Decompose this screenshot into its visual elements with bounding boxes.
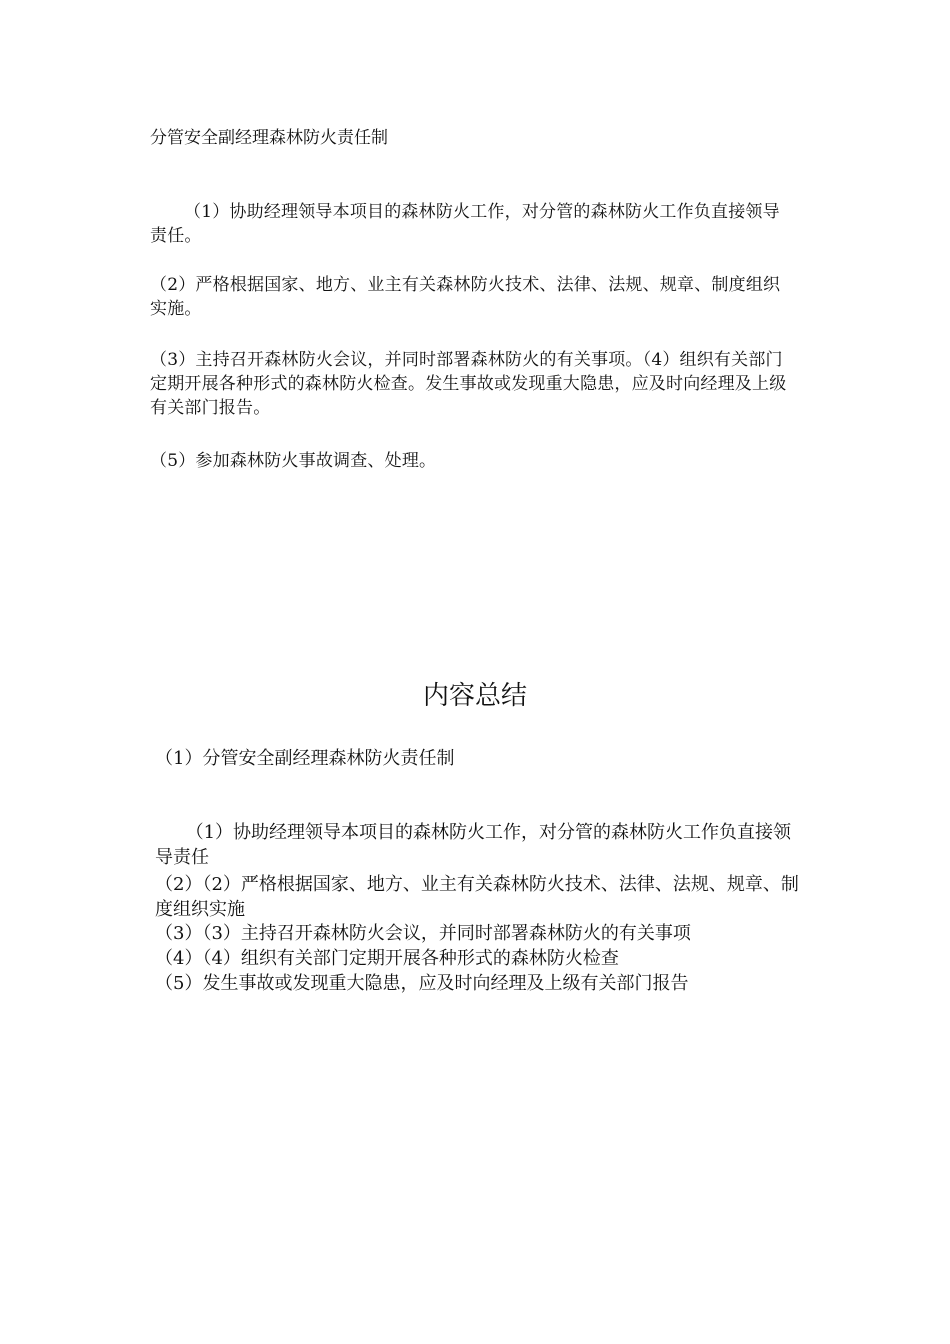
summary-item-1: （1）分管安全副经理森林防火责任制 bbox=[155, 748, 455, 769]
summary-heading: 内容总结 bbox=[422, 681, 527, 711]
summary-item-4: （3）（3）主持召开森林防火会议，并同时部署森林防火的有关事项 bbox=[155, 923, 691, 944]
paragraph-2: （2）严格根据国家、地方、业主有关森林防火技术、法律、法规、规章、制度组织实施。 bbox=[150, 275, 781, 319]
summary-item-3: （2）（2）严格根据国家、地方、业主有关森林防火技术、法律、法规、规章、制度组织实施 bbox=[155, 874, 799, 920]
paragraph-4: （5）参加森林防火事故调查、处理。 bbox=[150, 451, 437, 471]
paragraph-3: （3）主持召开森林防火会议，并同时部署森林防火的有关事项。（4）组织有关部门定期开展各种形式的森林防火检查。发生事故或发现重大隐患，应及时向经理及上级有关部门报告。 bbox=[150, 350, 787, 418]
summary-item-5: （4）（4）组织有关部门定期开展各种形式的森林防火检查 bbox=[155, 948, 619, 969]
summary-item-2: （1）协助经理领导本项目的森林防火工作，对分管的森林防火工作负直接领导责任 bbox=[155, 822, 792, 868]
document-title: 分管安全副经理森林防火责任制 bbox=[150, 128, 388, 148]
summary-item-6: （5）发生事故或发现重大隐患，应及时向经理及上级有关部门报告 bbox=[155, 973, 689, 994]
paragraph-1: （1）协助经理领导本项目的森林防火工作，对分管的森林防火工作负直接领导责任。 bbox=[150, 202, 780, 246]
